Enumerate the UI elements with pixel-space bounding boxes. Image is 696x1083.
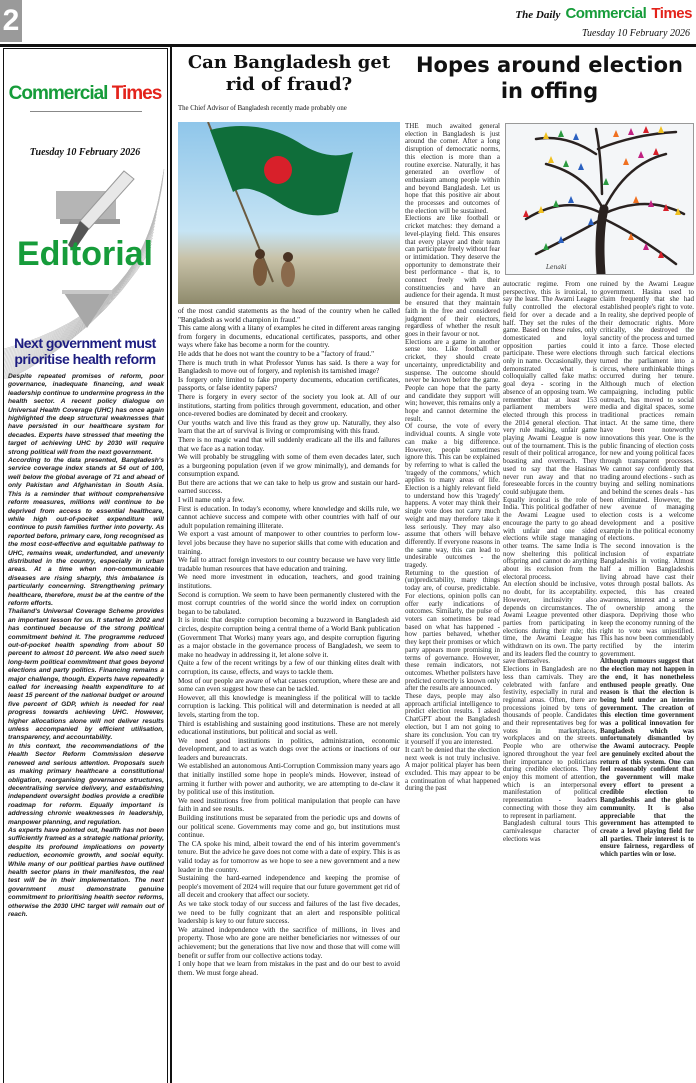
figure-mark: [638, 151, 644, 158]
figure-mark: [643, 126, 649, 133]
paragraph: autocratic regime. From one perspective, this is ironical, to say the least. The Awami League fully controlled the electoral field for over a decade and a half. They set the rules of the game. Based on these rules, only domesticated and loyal opposition parties could participate. These were elections only in name. Occasionally, they demonstrated what is colloquially called fake maths: goal deya - scoring in the absence of an opposing team. We remember that at least 153 parliament members were elected through this process in the 2014 general election. That very rule making, unfair game playing Awami League is now out of the tournament. This is the result of their political arrogance, boasting and overreach. They used to say that the Hasinas never run away and that no foreseeable forces in the country could subjugate them.: [503, 280, 597, 496]
paragraph: First is education. In today's economy, where knowledge and skills rule, we cannot achieve success and compete with other countries with half of our adult population remaining illiterate.: [178, 504, 400, 530]
figure-mark: [588, 218, 594, 225]
paragraph: The second innovation is the inclusion of expatriate Bangladeshis in voting. Almost half a million Bangladeshis living abroad have cast their votes through postal ballots. As expected, this has created awareness, interest and a sense of ownership among the diaspora. Depriving those who keep the economy running of the right to vote was unjustified. This has now been commendably rectified by the interim government.: [600, 541, 694, 658]
paragraph: As experts have pointed out, health has not been sufficiently framed as a strategic national priority, despite its profound implications on poverty reduction, economic growth, and social equity. While many of our political parties have outlined health sector plans in their manifestos, the real test will be in their implementation. The next government must demonstrate genuine commitment to prioritising health sector reforms, otherwise the 2030 UHC target will remain out of reach.: [8, 826, 164, 918]
paragraph: Is forgery only limited to fake property documents, education certificates, passports, or false identity papers?: [178, 375, 400, 393]
figure-mark: [658, 126, 664, 133]
paragraph: The CA spoke his mind, albeit toward the end of his interim government's tenure. But the advice he gave does not come with a date of expiry. This is as valid today as for tomorrow as we hope to see a new government and a new leader in the country.: [178, 839, 400, 874]
logo-word-commercial: Commercial: [8, 83, 108, 104]
paragraph: Building institutions must be separated from the periodic ups and downs of our political scene. Governments may come and go, but institutions must continue.: [178, 814, 400, 840]
masthead-date: Tuesday 10 February 2026: [581, 28, 690, 39]
paragraph: I will name only a few.: [178, 496, 245, 505]
illustration-signature: Lenaki: [546, 264, 567, 271]
paragraph: Our youths watch and live this fraud as they grow up. Naturally, they also learn that the art of survival is living or compromising with this fraud.: [178, 418, 400, 436]
editorial-logo: [4, 83, 166, 105]
article-column-3: [600, 281, 694, 859]
paragraph: An election should be inclusive, no doubt, for its acceptability. However, inclusivity also depends on circumstances. The Awami League prevented other parties from participating in elections during their rule; this time, the Awami League has withdrawn on its own. The party and its leaders fled the country to save themselves.: [503, 580, 597, 666]
figure-mark: [633, 196, 639, 203]
tree-illustration: [505, 123, 694, 275]
paragraph: We established an autonomous Anti-Corruption Commission many years ago that initially instilled some hope in people's minds. However, instead of arming it further with power and authority, we are attempting to de-claw it by political use of this institution.: [178, 762, 400, 797]
paragraph: It can't be denied that the election next week is not truly inclusive. A major political player has been excluded. This may appear to be a continuation of what happened during the past: [405, 745, 500, 793]
paragraph: As we take stock today of our success and failures of the last five decades, we need to be fully cognizant that an alert and responsible political leadership is key to our future success.: [178, 899, 400, 926]
editorial-headline: Next government must prioritise health reform: [14, 335, 156, 367]
paragraph: He adds that he does not want the country to be a "factory of fraud.": [178, 349, 375, 358]
editorial-section-label: Editorial: [16, 235, 154, 273]
tree-drawing: [506, 124, 693, 274]
article-column-1: [405, 123, 500, 793]
flag-photo-illustration: [178, 122, 400, 304]
figure-mark: [553, 200, 559, 207]
paragraph: Sustaining the hard-earned independence and keeping the promise of people's movement of 2024 will require that our future government get rid of all deceit and crookery that affect our society.: [178, 874, 400, 900]
paragraph: In this context, the recommendations of the Health Sector Reform Commission deserve renewed and serious attention. Proposals such as making primary healthcare a constitutional obligation, reorganising governance structures, decentralising service delivery, and establishing independent oversight bodies provide a credible roadmap for reform. Equally important is addressing chronic weaknesses in leadership, manpower planning, and regulation.: [8, 742, 164, 826]
paragraph: Most of our people are aware of what causes corruption, where these are and some can even suggest how these can be tackled.: [178, 676, 400, 694]
paragraph: of the most candid statements as the head of the country when he called "Bangladesh as world champion in fraud.": [178, 307, 400, 324]
paragraph: Second is corruption. We seem to have been permanently clustered with the most corrupt countries of the world since the world index on corruption began to be tabulated.: [178, 590, 400, 616]
paragraph: We need institutions free from political manipulation that people can have faith in and see results.: [178, 796, 400, 814]
down-arrow-icon: [62, 290, 112, 330]
figure-mark: [603, 178, 609, 185]
paragraph: Quite a few of the recent writings by a few of our thinking elites dealt with corruption, its cause, effects, and ways to tackle them.: [178, 659, 400, 676]
editorial-body: [8, 373, 164, 919]
editorial-date: Tuesday 10 February 2026: [29, 147, 141, 158]
article-column-2: [503, 281, 597, 843]
paragraph: Despite repeated promises of reform, poor governance, inadequate financing, and weak leadership continue to undermine progress in the health sector. A recent policy dialogue on Universal Health Coverage (UHC) has once again highlighted the deep structural weaknesses that have persisted in our healthcare system for decades. Experts have stressed that meeting the target of achieving UHC by 2030 will require strong political will from the next government.: [8, 373, 164, 456]
paragraph: Third is establishing and sustaining good institutions. These are not merely educational institutions, but political and social as well.: [178, 719, 400, 737]
figure-mark: [563, 160, 569, 167]
article-intro: The Chief Advisor of Bangladesh recently made probably one: [178, 105, 347, 112]
masthead-brand-green: Commercial: [565, 5, 647, 22]
figure-mark: [628, 128, 634, 135]
paragraph: There is no magic wand that will suddenly eradicate all the ills and failures that we face as a nation today.: [178, 435, 400, 453]
masthead-brand-red: Times: [651, 5, 692, 22]
page-number: 2: [0, 0, 22, 42]
masthead-prefix: The Daily: [515, 9, 561, 21]
paragraph: There is much truth in what Professor Yunus has said. Is there a way for Bangladesh to move out of forgery, and replenish its tarnished image?: [178, 358, 400, 376]
paragraph: We need good institutions in politics, administration, economic development, and to act as watch dogs over the actions or inactions of our leaders and bureaucrats.: [178, 736, 400, 762]
figure-mark: [578, 163, 584, 170]
header-rule: [0, 44, 696, 47]
article-photo-flag: [178, 122, 400, 304]
paragraph: But there are actions that we can take to help us grow and sustain our hard-earned success.: [178, 478, 400, 496]
article-title: Can Bangladesh get rid of fraud?: [187, 52, 391, 95]
paragraph: We need more investment in education, teachers, and good training institutions.: [178, 573, 400, 590]
paragraph: We attained independence with the sacrifice of millions, in lives and property. Those who are gone are neither beneficiaries nor witnesses of our achievement; but the generations that live now and those that will come will benefit or suffer from our collective actions today.: [178, 925, 400, 960]
paragraph: Elections in Bangladesh are no less than carnivals. They are celebrated with fanfare and festivity, especially in rural and regional areas. Often, there are processions joined by tens of thousands of people. Candidates and their representatives beg for votes in marketplaces, workplaces and on the streets. People who are otherwise ignored throughout the year feel their importance to politicians during credible elections. They enjoy this moment of attention, which is an interpersonal manifestation of political representation - leaders connecting with those they aim to represent in parliament.: [503, 665, 597, 820]
paragraph: This came along with a litany of examples he cited in different areas ranging from forgery in documents, educational certificates, passports, and other ways where fake has become a norm for the country.: [178, 324, 400, 350]
paragraph: Thailand's Universal Coverage Scheme provides an important lesson for us. It started in 2002 and has continued because of the strong political commitment behind it. The programme reduced out-of-pocket health spending from about 50 percent to almost 10 percent. We also need such long-term political commitment that goes beyond elections and party politics. Financing remains a major challenge, though. Experts have repeatedly called for increasing health expenditure to at least 15 percent of the national budget or around five percent of GDP, which is needed for real progress towards achieving UHC. However, higher allocations alone will not deliver results unless accompanied by efficient utilisation, transparency, and accountability.: [8, 608, 164, 742]
paragraph: Bangladesh cultural tours This carnivalesque character of elections was: [503, 819, 597, 843]
paragraph: We export a vast amount of manpower to other countries to perform low-level jobs because they have no superior skills that come with education and training.: [178, 530, 400, 556]
paragraph: However, all this knowledge is meaningless if the political will to tackle corruption is lacking. This political will and determination is needed at all levels, starting from the top.: [178, 693, 400, 719]
figure-mark: [568, 196, 574, 203]
column-divider: [170, 47, 172, 1083]
figure-mark: [653, 148, 659, 155]
editorial-panel: [3, 48, 168, 1083]
paragraph: Elections are a game in another sense too. Like football or cricket, they should create uncertainty, unpredictability and suspense. The outcome should never be known before the game. People can hope that the party and candidate they support will win; however, this remains only a hope and cannot determine the result.: [405, 337, 500, 423]
paragraph: Returning to the question of (un)predictability, many things today are, of course, predictable. For elections, opinion polls can offer early indications of outcomes. Similarly, the pulse of voters can sometimes be read based on what has happened - how parties behaved, whether they kept their promises or which party appears more promising in terms of governance. However, these remain indicators, not outcomes. Whether pollsters have predicted correctly is known only after the results are announced.: [405, 568, 500, 693]
figure-mark: [573, 133, 579, 140]
paragraph: These days, people may also approach artificial intelligence to predict election results. I asked ChatGPT about the Bangladesh election, but I am not going to share its conclusion. You can try it yourself if you are interested.: [405, 692, 500, 747]
paragraph: Of course, the vote of every individual counts. A single vote can make a big difference. However, people sometimes ignore this. This can be explained by referring to what is called the 'tragedy of the commons,' which applies to many areas of life. Election is a highly relevant field to understand how this 'tragedy' happens. A voter may think their single vote does not carry much weight and may therefore take it less seriously. They may also assume that others will behave differently. If everyone reasons in the same way, this can lead to undesirable outcomes - the tragedy.: [405, 422, 500, 570]
article-body: [178, 307, 400, 977]
logo-underline: [30, 111, 142, 112]
paragraph: We will probably be struggling with some of them even decades later, such as a burgeoning population (even if we grow minimally), and demands for consumption expand.: [178, 453, 400, 479]
paragraph: It is ironic that despite corruption becoming a buzzword in Bangladesh aid circles, despite corruption being a central theme of a World Bank publication (Government That Works) many years ago, and despite corruption figuring as a major obstacle in the governance process of Bangladesh, we seem to make no headway in addressing it, let alone solve it.: [178, 616, 400, 659]
figure-mark: [523, 210, 529, 217]
paragraph: Equally ironical is the role of India. This political godfather of the Awami League used to encourage the party to go ahead with unfair and one sided elections while stage managing other teams. The same India is now sheltering this political offspring and cannot do anything about its exclusion from the electoral process.: [503, 495, 597, 581]
figure-mark: [548, 156, 554, 163]
figure-mark: [623, 158, 629, 165]
figure-mark: [613, 130, 619, 137]
figure-mark: [558, 130, 564, 137]
figure-mark: [543, 132, 549, 139]
paragraph: ruined by the Awami League government. Hasina used to claim frequently that she had established people's right to vote. In reality, she deprived people of their democratic rights. More critically, she destroyed the sanctity of the process and turned it into a farce. Those elected through such farcical elections turned the parliament into a circus, where unthinkable things occurred during her tenure. Although much of election campaigning, including public outreach, has moved to social media and digital spaces, some traditional practices remain intact. At the same time, there have been noteworthy innovations this year. One is the public financing of election costs for new and young political faces through transparent processes. We cannot say confidently that trading around elections - such as buying and selling nominations and behind the scenes deals - has been eliminated. However, the new avenue of managing election costs is a welcome development and a positive example in the political economy of elections.: [600, 280, 694, 543]
paragraph: I only hope that we learn from mistakes in the past and do our best to avoid them. We must forge ahead.: [178, 960, 400, 977]
paragraph: THE much awaited general election in Bangladesh is just around the corner. After a long disruption of democratic norms, this election is more than a routine exercise. Naturally, it has generated an overflow of enthusiasm among people within and beyond Bangladesh. Let us hope that this positive air about the processes and outcomes of the election will be sustained.: [405, 122, 500, 215]
masthead: [515, 3, 692, 22]
paragraph: There is forgery in every sector of the society you look at. All of our institutions, starting from politics through government, education, and other once-revered bodies are dominated by deceit and crookery.: [178, 392, 400, 419]
paragraph: Elections are like football or cricket matches: they demand a level-playing field. This ensures that every player and their team can participate freely without fear or intimidation. They deserve the opportunity to demonstrate their best performance - that is, to connect freely with their constituencies and have an audience for their agenda. It must be ensured that they maintain faith in the free and considered judgment of their electors, regardless of whether the result goes in their favour or not.: [405, 214, 500, 338]
paragraph: According to the data presented, Bangladesh's service coverage index stands at 54 out of 100, well below the global average of 71 and ahead of only Pakistan and Afghanistan in South Asia. This is a reminder that without comprehensive reform measures, millions will continue to be deprived from access to essential healthcare, while high out-of-pocket expenditure will continue to push families further into poverty. As reported before, primary care, long recognised as the most cost-effective and equitable pathway to UHC, remains weak, underfunded, and unevenly distributed in the country, especially in urban areas. At a time when non-communicable diseases are rising sharply, this imbalance is particularly concerning. Strengthening primary healthcare, therefore, must be at the centre of the reform efforts.: [8, 457, 164, 607]
article-title: Hopes around election in offing: [415, 53, 684, 103]
paragraph: Although rumours suggest that the election may not happen in the end, it has nonetheless enthused people greatly. One reason is that the election is being held under an interim government. The creation of this election time government was a political innovation for Bangladesh which was unfortunately dismantled by the Awami autocracy. People are genuinely excited about the return of this system. One can feel reasonably confident that the government will make every effort to present a credible election to Bangladeshis and the global community. It is also appreciable that the government has attempted to create a level playing field for all parties. Their interest is to ensure fairness, regardless of which parties win or lose.: [600, 657, 694, 859]
paragraph: We fail to attract foreign investors to our country because we have very little tradable human resources that have education and training.: [178, 556, 400, 573]
logo-word-times: Times: [111, 83, 162, 104]
